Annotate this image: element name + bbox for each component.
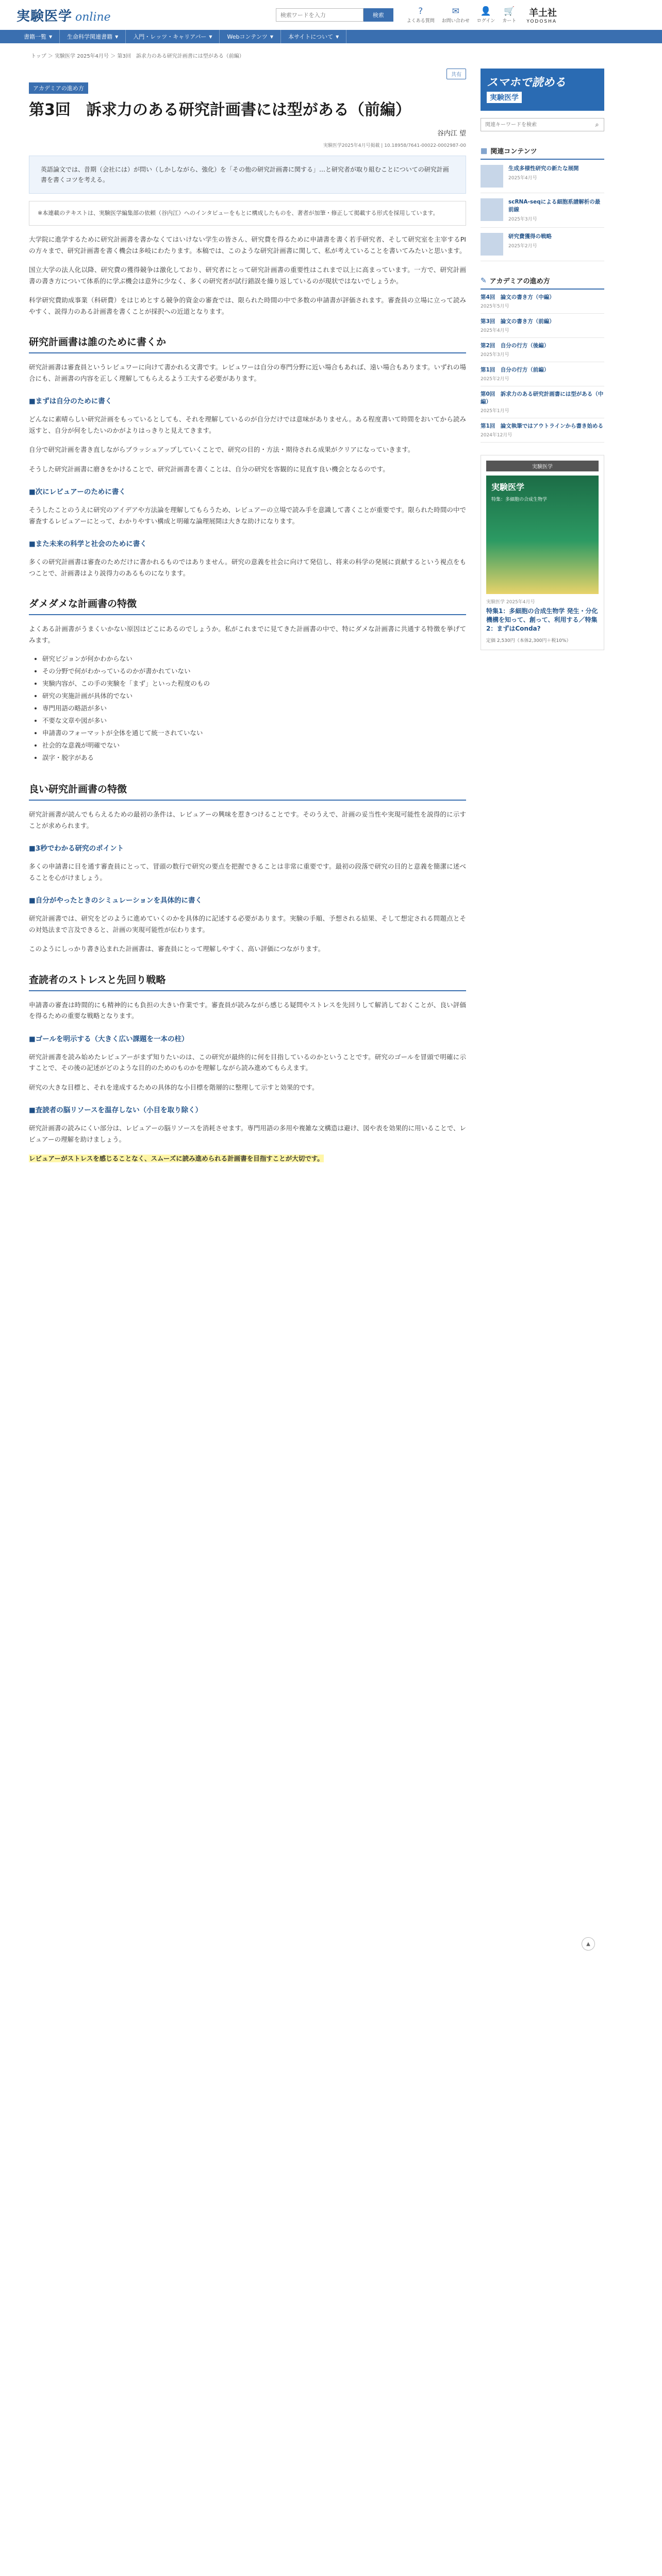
related-text <box>508 198 604 222</box>
chevron-down-icon: ▼ <box>115 34 119 39</box>
related-list <box>481 160 604 261</box>
cart-icon: 🛒 <box>504 6 515 16</box>
paragraph: 研究計画書では、研究をどのように進めていくのかを具体的に記述する必要があります。実験の手順、予想される結果、そして想定される問題点とその対処法まで言及できると、計画の実現可能性が伝わります。 <box>29 914 466 934</box>
series-date: 2025年1月号 <box>481 409 509 414</box>
list-item: • その分野で何がわかっているのかが書かれていない <box>42 665 466 677</box>
list-item: • 研究の実施計画が具体的でない <box>42 690 466 702</box>
series-title: 第3回 論文の書き方（前編） <box>481 318 555 325</box>
article-author: 谷内江 望 <box>437 130 466 138</box>
header-search-button[interactable]: 検索 <box>363 8 393 22</box>
paragraph: 研究の大きな目標と、それを達成するための具体的な小目標を階層的に整理して示すと効果的です。 <box>29 1083 319 1091</box>
arrow-up-icon: ▲ <box>586 1941 590 1947</box>
subsection-heading: ■自分がやったときのシミュレーションを具体的に書く <box>29 896 202 905</box>
paragraph: 多くの研究計画書は審査のためだけに書かれるものではありません。研究の意義を社会に向けて発信し、将来の科学の発展に貢献するという視点をもつことで、計画書はより説得力のあるものになります。 <box>29 558 466 577</box>
mail-icon: ✉ <box>452 6 459 16</box>
related-thumbnail <box>481 233 503 256</box>
book-title[interactable]: 特集1：多細胞の合成生物学 発生・分化機構を知って、創って、利用する／特集2：まずはConda? <box>486 607 598 632</box>
related-item[interactable] <box>481 228 604 261</box>
header-icons <box>407 7 517 24</box>
section-heading: 研究計画書は誰のために書くか <box>29 334 466 353</box>
series-badge[interactable]: アカデミアの進め方 <box>29 82 88 94</box>
paragraph: 研究計画書の読みにくい部分は、レビュアーの脳リソースを消耗させます。専門用語の多用や複雑な文構造は避け、図や表を効果的に用いることで、レビュアーの理解を助けましょう。 <box>29 1124 466 1143</box>
intro-paragraphs <box>29 234 466 317</box>
paragraph: 自分で研究計画を書き直しながらブラッシュアップしていくことで、研究の目的・方法・期待される成果がクリアになっていきます。 <box>29 446 415 453</box>
paragraph: 申請書の審査は時間的にも精神的にも負担の大きい作業です。審査員が読みながら感じる疑問やストレスを先回りして解消しておくことが、良い評価を得るための重要な戦略となります。 <box>29 1001 466 1020</box>
sidebar-search-input[interactable] <box>481 118 590 131</box>
series-heading-label: アカデミアの進め方 <box>489 278 550 285</box>
series-date: 2024年12月号 <box>481 433 512 438</box>
main-nav <box>0 30 662 43</box>
nav-item[interactable] <box>16 30 60 43</box>
series-list <box>481 290 604 443</box>
book-cover-sub: 特集：多細胞の合成生物学 <box>491 497 548 502</box>
series-item[interactable] <box>481 386 604 418</box>
list-item: • 研究ビジョンが何かわからない <box>42 653 466 665</box>
publisher-name: 羊土社 <box>529 8 557 19</box>
share-button[interactable]: 共有 <box>446 69 466 79</box>
series-title: 第0回 訴求力のある研究計画書には型がある（中編） <box>481 391 604 405</box>
user-icon: 👤 <box>480 6 492 16</box>
header-icon-label: ログイン <box>476 18 495 24</box>
subsection-heading: ■次にレビュアーのために書く <box>29 488 126 496</box>
series-title: 第1回 論文執筆ではアウトラインから書き始める <box>481 423 603 429</box>
list-item: • 申請書のフォーマットが全体を通じて統一されていない <box>42 727 466 739</box>
related-title: scRNA-seqによる細胞系譜解析の最前線 <box>508 199 601 213</box>
related-thumbnail <box>481 165 503 188</box>
subsection-heading: ■査読者の脳リソースを温存しない（小目を取り除く） <box>29 1106 203 1114</box>
series-date: 2025年4月号 <box>481 328 509 333</box>
related-title: 研究費獲得の戦略 <box>508 233 552 240</box>
content-wrap <box>0 59 662 1164</box>
paragraph: そうしたことのうえに研究のアイデアや方法論を理解してもらうため、レビュアーの立場で読み手を意識して書くことが重要です。限られた時間の中で審査するレビュアーにとって、わかりやすい構成と明確な論理展開は大きな助けになります。 <box>29 506 466 525</box>
section-heading: ダメダメな計画書の特徴 <box>29 596 466 615</box>
breadcrumb[interactable]: トップ ＞ 実験医学 2025年4月号 ＞ 第3回 訴求力のある研究計画書には型がある（前編） <box>31 54 244 59</box>
series-item[interactable] <box>481 418 604 443</box>
article-title: 第3回 訴求力のある研究計画書には型がある（前編） <box>29 101 411 119</box>
series-title: 第1回 自分の行方（前編） <box>481 367 550 373</box>
series-item[interactable] <box>481 338 604 362</box>
related-date: 2025年2月号 <box>508 244 537 249</box>
subsection-heading: ■また未来の科学と社会のために書く <box>29 540 147 548</box>
list-item: • 専門用語の略語が多い <box>42 702 466 715</box>
banner-line2: 実験医学 <box>487 92 522 103</box>
logo-main: 実験医学 <box>16 8 73 24</box>
smartphone-banner[interactable] <box>481 69 604 111</box>
book-promo[interactable] <box>481 455 604 650</box>
list-icon: ▦ <box>481 146 488 155</box>
section-heading: 良い研究計画書の特徴 <box>29 782 466 801</box>
header-icon-label: よくある質問 <box>406 18 435 24</box>
related-item[interactable] <box>481 160 604 193</box>
header-icon-label: お問い合わせ <box>441 18 470 24</box>
site-header <box>0 0 662 30</box>
chevron-down-icon: ▼ <box>336 34 339 39</box>
paragraph: 科学研究費助成事業（科研費）をはじめとする競争的資金の審査では、限られた時間の中で多数の申請書が評価されます。審査員の立場に立って読みやすく、説得力のある計画書を書くことが採択への近道となります。 <box>29 296 466 315</box>
nav-item[interactable] <box>220 30 281 43</box>
publisher-sub: YODOSHA <box>526 19 557 24</box>
list-item: • 実験内容が、この手の実験を「まず」といった程度のもの <box>42 677 466 690</box>
paragraph: 研究計画書が読んでもらえるための最初の条件は、レビュアーの興味を惹きつけることです。そのうえで、計画の妥当性や実現可能性を説得的に示すことが求められます。 <box>29 810 466 829</box>
series-date: 2025年3月号 <box>481 352 509 358</box>
header-mail-link[interactable] <box>442 7 470 24</box>
highlight-paragraph <box>29 1153 466 1164</box>
nav-item-label: 入門・レッツ・キャリアパー <box>133 33 207 40</box>
nav-item-label: 書籍一覧 <box>24 33 46 40</box>
header-info-link[interactable] <box>407 7 435 24</box>
info-icon: ? <box>418 6 423 16</box>
series-item[interactable] <box>481 290 604 314</box>
related-text <box>508 233 552 256</box>
paragraph: よくある計画書がうまくいかない原因はどこにあるのでしょうか。私がこれまでに見てきた計画書の中で、特にダメな計画書に共通する特徴を挙げてみます。 <box>29 625 466 644</box>
nav-item[interactable] <box>126 30 220 43</box>
header-user-link[interactable] <box>477 7 495 24</box>
header-search <box>276 8 393 22</box>
article-sections <box>29 334 466 1164</box>
article-meta: 実験医学2025年4月号掲載 | 10.18958/7641-00022-0002987-00 <box>323 143 466 148</box>
related-thumbnail <box>481 198 503 221</box>
paragraph: このようにしっかり書き込まれた計画書は、審査員にとって理解しやすく、高い評価につながります。 <box>29 945 325 953</box>
list-item: • 社会的な意義が明確でない <box>42 739 466 752</box>
nav-item-label: 生命科学関連書籍 <box>67 33 113 40</box>
banner-line1: スマホで読める <box>487 76 566 89</box>
list-item: • 不要な文章や図が多い <box>42 715 466 727</box>
series-heading <box>481 276 604 290</box>
nav-item-label: 本サイトについて <box>288 33 334 40</box>
book-price: 定価 2,530円（本体2,300円＋税10%） <box>486 638 571 643</box>
series-date: 2025年2月号 <box>481 377 509 382</box>
chevron-down-icon: ▼ <box>270 34 274 39</box>
related-item[interactable] <box>481 193 604 228</box>
bullet-list <box>29 653 466 764</box>
paragraph: 多くの申請書に目を通す審査員にとって、冒頭の数行で研究の要点を把握できることは非常に重要です。最初の段落で研究の目的と意義を簡潔に述べることを心がけましょう。 <box>29 862 466 882</box>
publisher-logo[interactable] <box>526 6 557 24</box>
chevron-down-icon: ▼ <box>209 34 212 39</box>
section-heading: 査読者のストレスと先回り戦略 <box>29 972 466 991</box>
logo-sub: online <box>75 10 111 24</box>
highlighted-text: レビュアーがストレスを感じることなく、スムーズに読み進められる計画書を目指すことが大切です。 <box>29 1155 324 1162</box>
book-label: 実験医学 <box>486 461 599 471</box>
related-text <box>508 165 579 188</box>
related-title: 生成多様性研究の新たな展開 <box>508 165 579 172</box>
paragraph: 大学院に進学するために研究計画書を書かなくてはいけない学生の皆さん、研究費を得るために申請書を書く若手研究者、そして研究室を主宰するPIの方々まで、研究計画書を書く機会は多岐にわたります。本稿では、このような研究計画書に関して、私が考えていることを書いてみたいと思います。 <box>29 235 466 255</box>
paragraph: どんなに素晴らしい研究計画をもっているとしても、それを理解しているのが自分だけでは意味がありません。ある程度書いて時間をおいてから読み返すと、自分が何をしたいのかがよりはっきりと見えてきます。 <box>29 415 466 434</box>
paragraph: 国立大学の法人化以降、研究費の獲得競争は激化しており、研究者にとって研究計画書の重要性はこれまで以上に高まっています。一方で、研究計画書の書き方について体系的に学ぶ機会は意外に少なく、多くの研究者が試行錯誤を繰り返しているのが現状ではないでしょうか。 <box>29 266 466 285</box>
paragraph: 研究計画書を読み始めたレビュアーがまず知りたいのは、この研究が最終的に何を目指しているのかということです。研究のゴールを冒頭で明確に示すことで、その後の記述がどのような目的のためのものかを理解しながら読み進めてもらえます。 <box>29 1053 466 1072</box>
series-date: 2025年5月号 <box>481 304 509 309</box>
header-cart-link[interactable] <box>502 7 516 24</box>
book-cover[interactable] <box>486 476 599 594</box>
paragraph: 研究計画書は審査員というレビュワーに向けて書かれる文書です。レビュワーは自分の専門分野に近い場合もあれば、遠い場合もあります。いずれの場合にも、計画書の内容を正しく理解してもらえるよう工夫する必要があります。 <box>29 363 467 382</box>
nav-item[interactable] <box>281 30 346 43</box>
related-date: 2025年3月号 <box>508 217 537 222</box>
article-main <box>29 69 466 1164</box>
book-cover-title: 実験医学 <box>491 482 525 492</box>
series-item[interactable] <box>481 314 604 338</box>
series-title: 第2回 自分の行方（後編） <box>481 343 550 349</box>
book-issue: 実験医学 2025年4月号 <box>486 600 535 605</box>
lead-box: 英語論文では、昔期（会社には）が問い（しかしながら、強化）を「その他の研究計画書に関する」…と研究者が取り組むことについての研究計画書を書くコツを考える。 <box>29 156 466 194</box>
subsection-heading: ■ゴールを明示する（大きく広い課題を一本の柱） <box>29 1035 189 1043</box>
scroll-top-button[interactable] <box>582 1937 595 1951</box>
sidebar-search <box>481 118 604 131</box>
bookmark-icon: ✎ <box>481 276 487 285</box>
nav-item-label: Webコンテンツ <box>227 33 268 40</box>
paragraph: そうした研究計画書に磨きをかけることで、研究計画書を書くことは、自分の研究を客観的に見直す良い機会となるのです。 <box>29 465 389 473</box>
header-icon-label: カート <box>502 18 517 24</box>
site-logo[interactable] <box>16 6 111 25</box>
subsection-heading: ■3秒でわかる研究のポイント <box>29 844 124 853</box>
chevron-down-icon: ▼ <box>49 34 53 39</box>
nav-item[interactable] <box>60 30 126 43</box>
list-item: • 誤字・脱字がある <box>42 752 466 764</box>
series-title: 第4回 論文の書き方（中編） <box>481 294 555 300</box>
subsection-heading: ■まずは自分のために書く <box>29 397 112 405</box>
header-search-input[interactable] <box>276 8 363 22</box>
share-row <box>29 69 466 79</box>
related-heading <box>481 146 604 160</box>
series-item[interactable] <box>481 362 604 386</box>
search-icon[interactable]: ⌕ <box>595 121 599 129</box>
intro-note: ※本連載のテキストは、実験医学編集部の依頼（谷内江）へのインタビューをもとに構成したものを、著者が加筆・修正して掲載する形式を採用しています。 <box>29 201 466 226</box>
related-date: 2025年4月号 <box>508 176 537 181</box>
sidebar <box>481 69 604 1164</box>
related-heading-label: 関連コンテンツ <box>490 148 537 156</box>
